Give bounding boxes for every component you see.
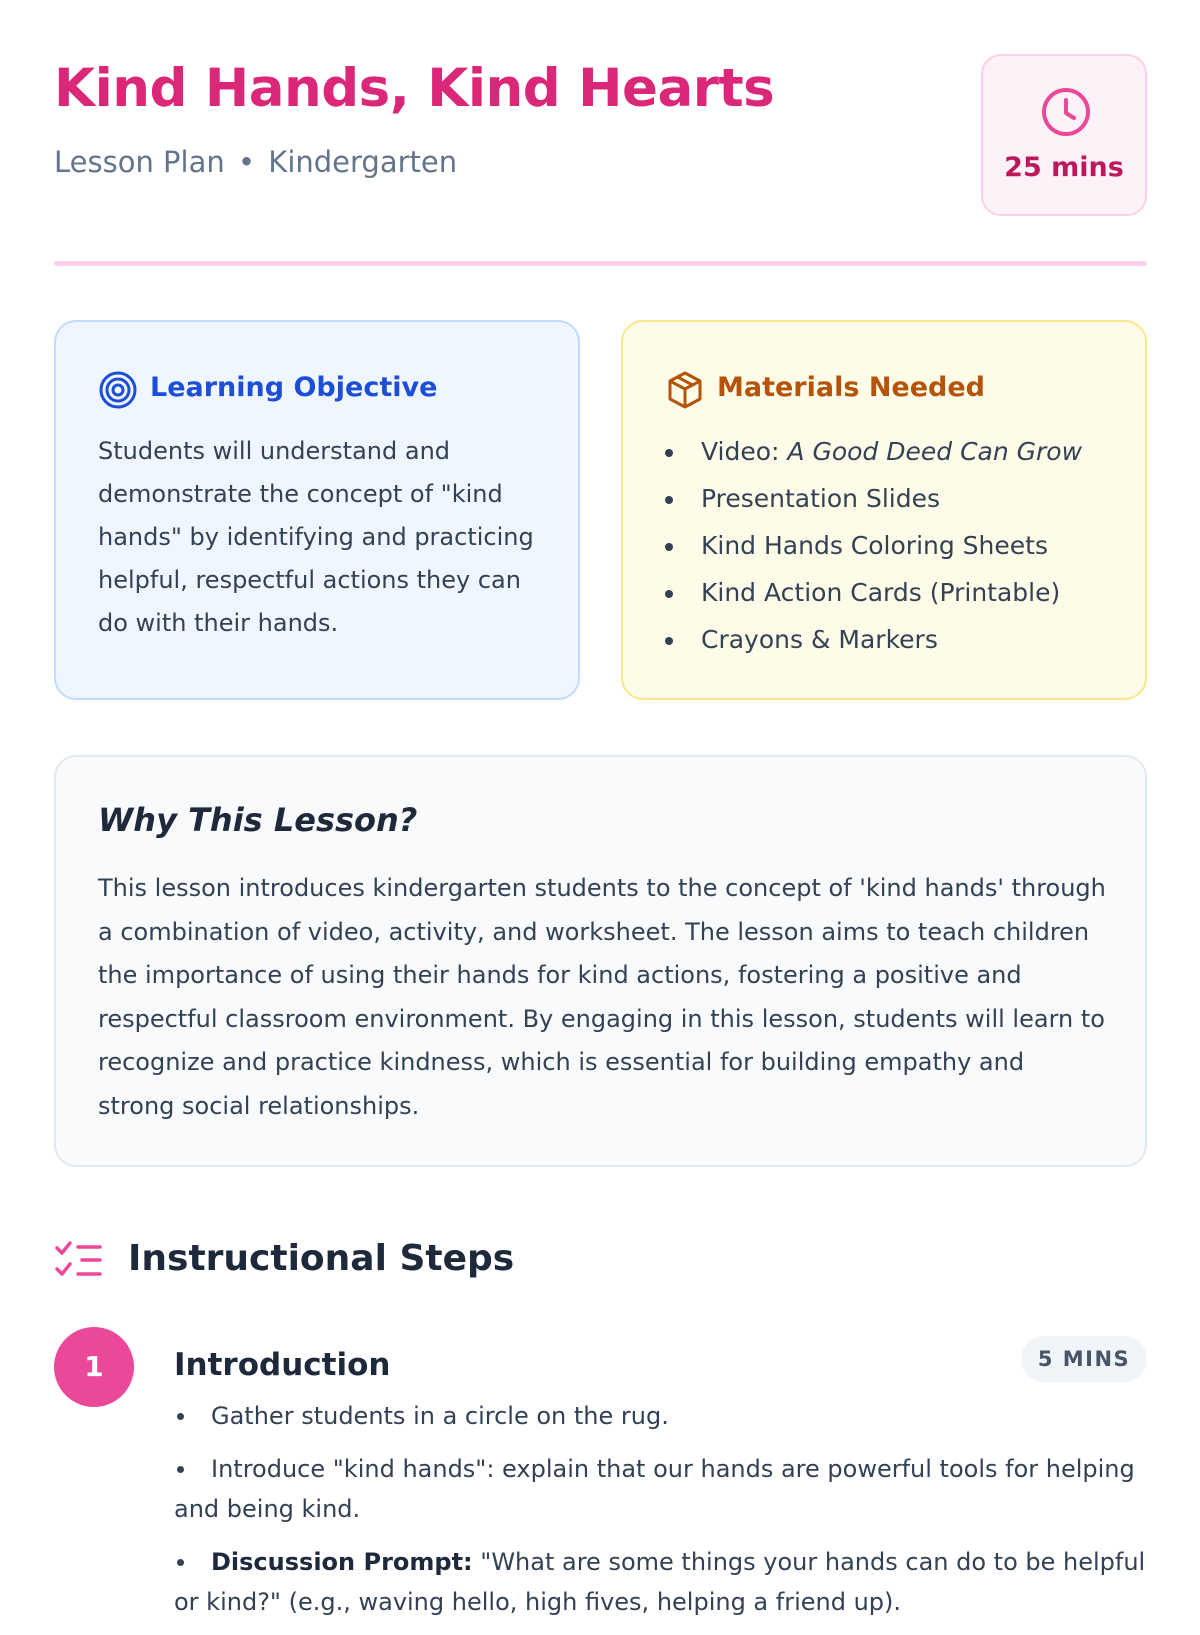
list-item: Kind Action Cards (Printable) — [665, 573, 1125, 620]
lesson-type: Lesson Plan — [54, 145, 225, 179]
discussion-prompt-label: Discussion Prompt: — [211, 1548, 473, 1576]
video-prefix: Video: — [701, 437, 788, 466]
checklist-icon — [54, 1240, 102, 1282]
duration-badge — [981, 54, 1147, 216]
discussion-prompt-text: "What are some things your hands can do to be helpful or kind?" (e.g., waving hello, high fives, helping a friend up). — [174, 1548, 1146, 1616]
package-icon — [665, 370, 705, 410]
lesson-subtitle — [54, 145, 457, 179]
objective-text: Students will understand and demonstrate the concept of "kind hands" by identifying and practicing helpful, respectful actions they can do with their hands. — [98, 437, 534, 637]
list-item: Introduce "kind hands": explain that our hands are powerful tools for helping and being kind. — [174, 1449, 1147, 1529]
learning-objective-card — [54, 320, 580, 700]
list-item: Presentation Slides — [665, 479, 1125, 526]
list-item: Crayons & Markers — [665, 620, 1125, 667]
header-divider — [54, 261, 1147, 266]
list-item: Gather students in a circle on the rug. — [174, 1396, 1147, 1436]
list-item — [665, 432, 1125, 479]
step-bullets — [174, 1396, 1147, 1635]
list-item — [174, 1542, 1147, 1622]
materials-card — [621, 320, 1147, 700]
objective-heading-label: Learning Objective — [150, 372, 438, 403]
lesson-header — [54, 52, 1147, 222]
page-title: Kind Hands, Kind Hearts — [54, 58, 775, 119]
target-icon — [98, 370, 138, 410]
video-title: A Good Deed Can Grow — [787, 437, 1083, 466]
step-title: Introduction — [174, 1347, 391, 1383]
grade-level: Kindergarten — [268, 145, 458, 179]
why-text: This lesson introduces kindergarten students to the concept of 'kind hands' through a combination of video, activity, and worksheet. The lesson aims to teach children the importance of using their hands for kind actions, fostering a positive and respectful classroom environment. By engaging in this lesson, students will learn to recognize and practice kindness, which is essential for building empathy and strong social relationships. — [98, 874, 1106, 1120]
why-heading: Why This Lesson? — [98, 801, 418, 839]
lesson-plan-page — [54, 0, 1147, 1616]
clock-icon — [1040, 86, 1092, 138]
materials-list — [665, 432, 1125, 667]
duration-text: 25 mins — [1004, 152, 1124, 183]
subtitle-separator: • — [237, 145, 256, 179]
step-number: 1 — [54, 1327, 134, 1407]
list-item: Kind Hands Coloring Sheets — [665, 526, 1125, 573]
materials-heading-label: Materials Needed — [717, 372, 986, 403]
steps-heading-label: Instructional Steps — [128, 1238, 515, 1279]
step-item — [54, 1327, 1147, 1627]
step-duration-badge: 5 MINS — [1021, 1336, 1147, 1382]
why-this-lesson-card — [54, 755, 1147, 1167]
